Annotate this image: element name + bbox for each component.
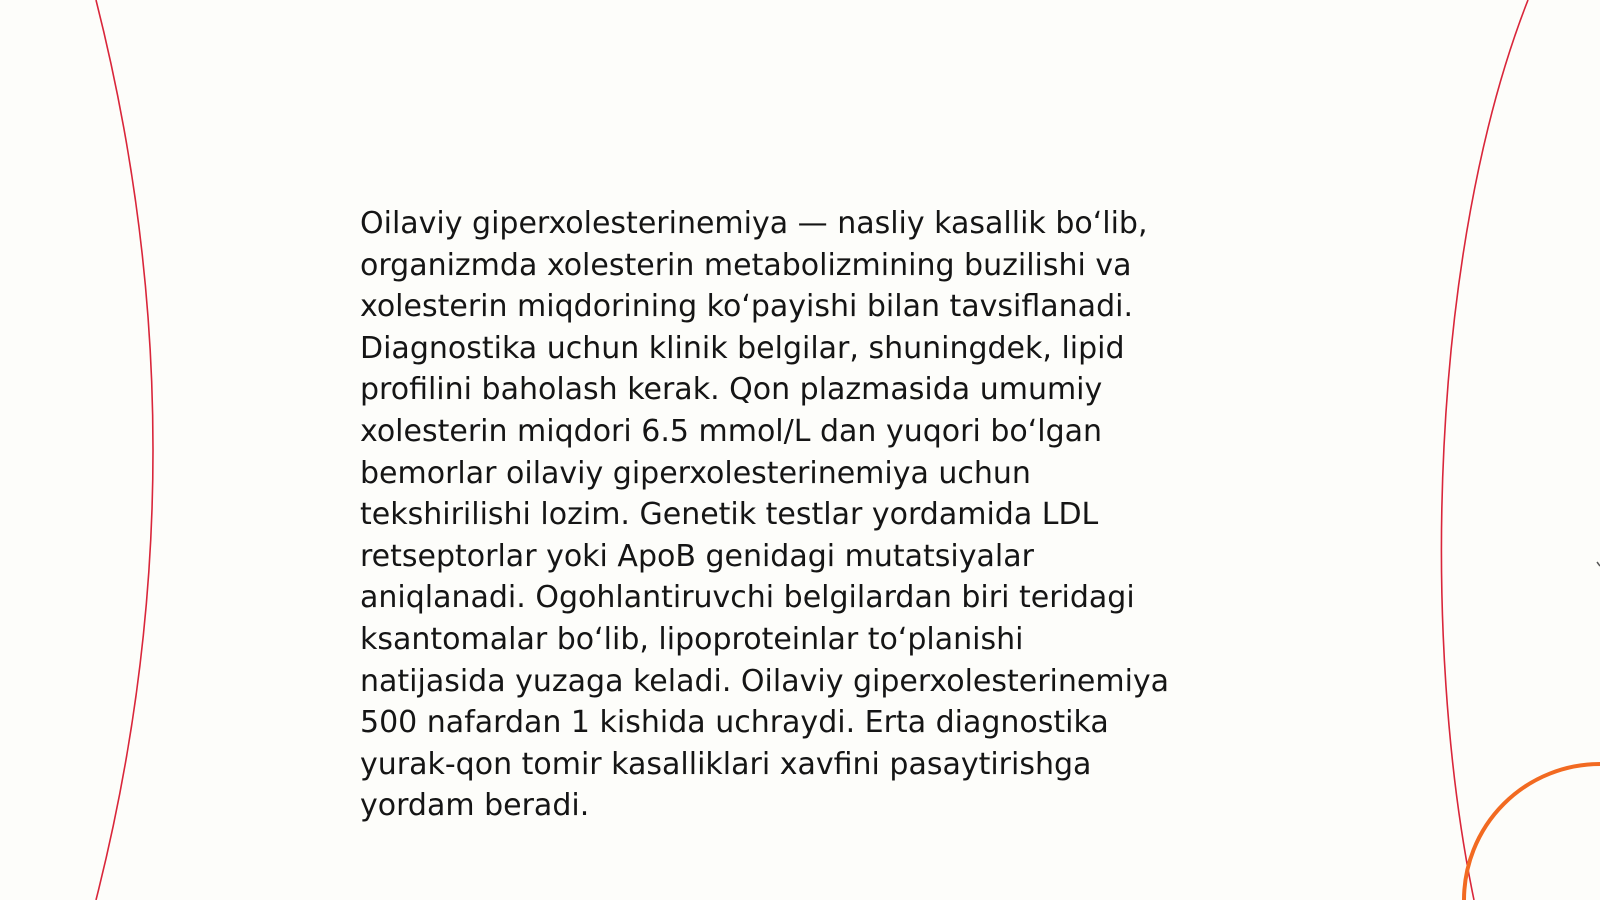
body-line: Oilaviy giperxolesterinemiya — nasliy kasallik bo‘lib, xyxy=(360,206,1148,241)
body-line: retseptorlar yoki ApoB genidagi mutatsiyalar xyxy=(360,538,1034,574)
body-line: natijasida yuzaga keladi. Oilaviy giperxolesterinemiya xyxy=(360,663,1170,699)
body-line: organizmda xolesterin metabolizmining buzilishi va xyxy=(360,247,1132,283)
body-line: tekshirilishi lozim. Genetik testlar yordamida LDL xyxy=(360,497,1099,533)
body-line: yurak-qon tomir kasalliklari xavfini pasaytirishga xyxy=(360,746,1092,782)
body-line: aniqlanadi. Ogohlantiruvchi belgilardan biri teridagi xyxy=(360,580,1135,616)
orange-circle-outline xyxy=(1464,764,1600,900)
body-line: yordam beradi. xyxy=(360,788,590,824)
body-line: bemorlar oilaviy giperxolesterinemiya uchun xyxy=(360,455,1031,491)
body-line: ksantomalar bo‘lib, lipoproteinlar to‘planishi xyxy=(360,621,1024,657)
body-line: Diagnostika uchun klinik belgilar, shuningdek, lipid xyxy=(360,330,1125,366)
left-curve-line xyxy=(96,0,153,900)
body-line: xolesterin miqdori 6.5 mmol/L dan yuqori bo‘lgan xyxy=(360,413,1103,449)
body-line: profilini baholash kerak. Qon plazmasida umumiy xyxy=(360,372,1103,408)
body-line: xolesterin miqdorining ko‘payishi bilan tavsiflanadi. xyxy=(360,289,1133,325)
right-curve-line xyxy=(1441,0,1528,900)
slide-body-text xyxy=(360,203,1240,827)
body-line: 500 nafardan 1 kishida uchraydi. Erta diagnostika xyxy=(360,705,1109,741)
